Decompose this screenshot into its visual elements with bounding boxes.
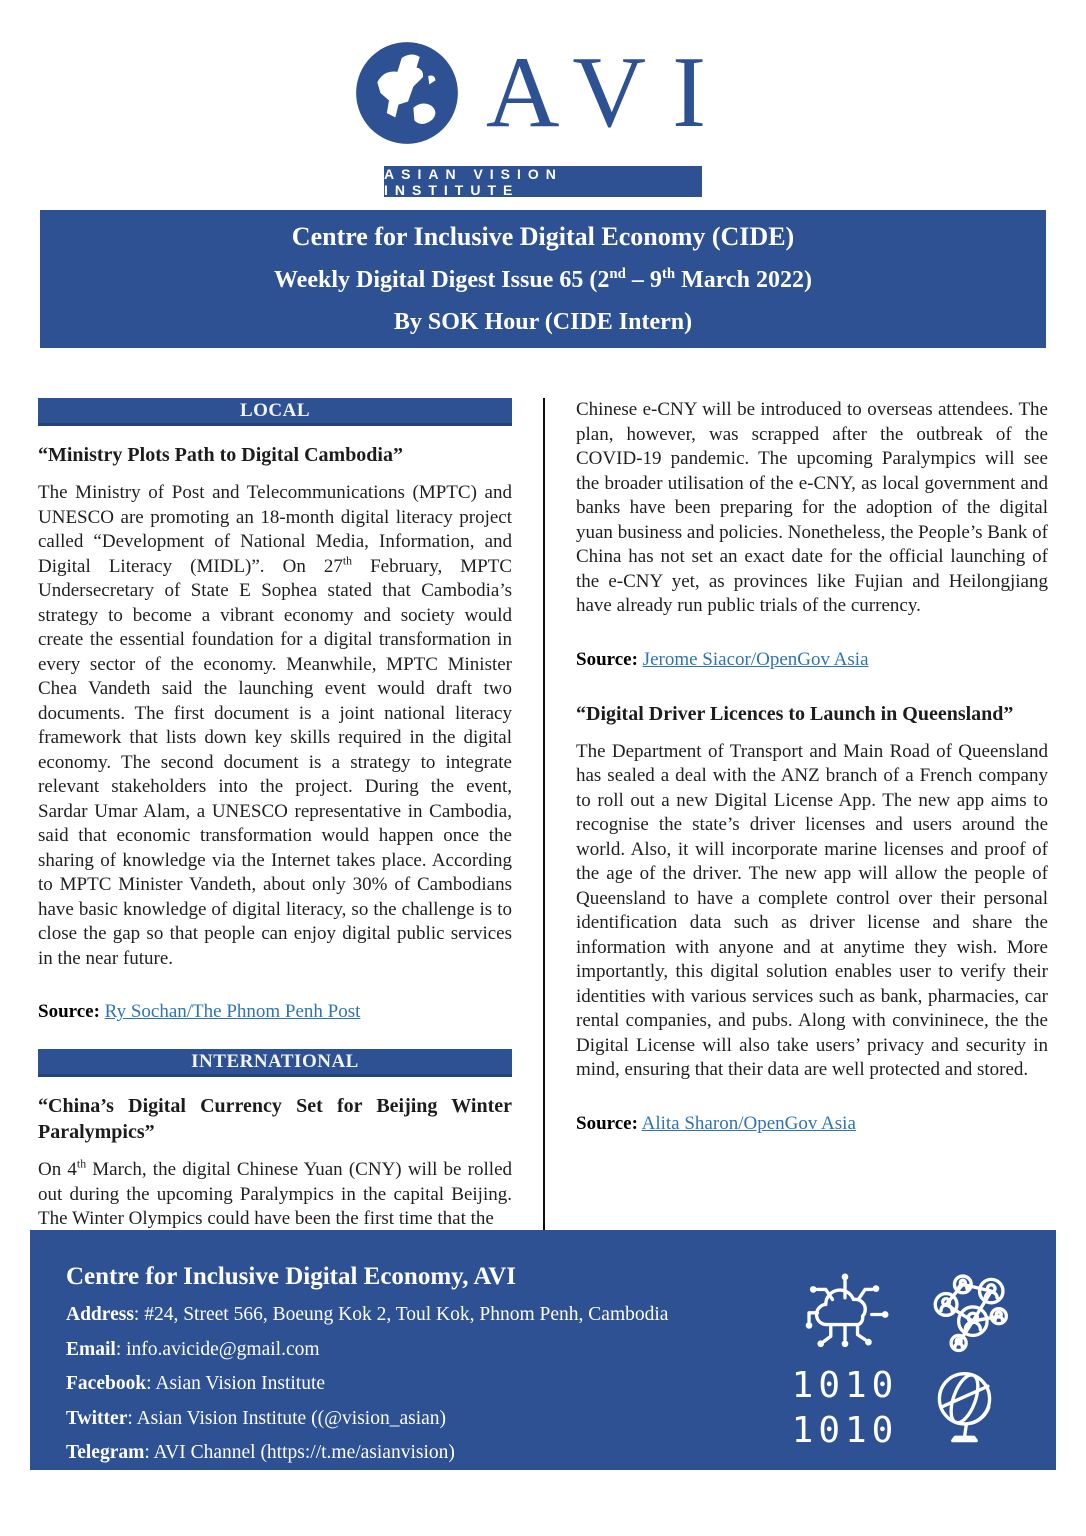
footer-title: Centre for Inclusive Digital Economy, AVI bbox=[66, 1263, 517, 1290]
paragraph-text: On 4 bbox=[38, 1159, 77, 1180]
body-columns bbox=[38, 398, 1048, 1232]
masthead-band bbox=[40, 210, 1046, 348]
footer-value: : #24, Street 566, Boeung Kok 2, Toul Kok, Phnom Penh, Cambodia bbox=[133, 1304, 669, 1325]
footer-label: Telegram bbox=[66, 1442, 145, 1463]
source-label: Source: bbox=[576, 1112, 638, 1134]
paragraph-text: March, the digital Chinese Yuan (CNY) will be rolled out during the upcoming Paralympics in the capital Beijing. The Winter Olympics could have been the first time that the bbox=[38, 1159, 512, 1229]
avi-logo-top bbox=[354, 28, 732, 158]
source-label: Source: bbox=[38, 1001, 100, 1022]
article-body-queensland: The Department of Transport and Main Road of Queensland has sealed a deal with the ANZ branch of a French company to roll out a new Digital License App. The new app aims to recognise the state’s driver licenses and users around the world. Also, it will incorporate marine licenses and proof of the age of the driver. The new app will allow the people of Queensland to have a complete control over their personal identification data such as driver license and share the information with anyone and at anytime they wish. More importantly, this digital solution enables user to verify their identities with various services such as bank, pharmacies, car rental companies, and pubs. Along with convininece, the the Digital License will also take users’ privacy and security in mind, ensuring that their data are well protected and stored. bbox=[576, 740, 1048, 1080]
paragraph-text: February, MPTC Undersecretary of State E Sophea stated that Cambodia’s strategy to become a vibrant economy and society would create the essential foundation for a digital transformation in every sector of the economy. Meanwhile, MPTC Minister Chea Vandeth said the launching event would draft two documents. The first document is a joint national literacy framework that lists down key skills required in the digital economy. The second document is a strategy to integrate relevant stakeholders into the project. During the event, Sardar Umar Alam, a UNESCO representative in Cambodia, said that economic transformation would happen once the sharing of knowledge via the Internet takes place. According to MPTC Minister Vandeth, about only 30% of Cambodians have basic knowledge of digital literacy, so the challenge is to close the gap so that people can enjoy digital public services in the near future. bbox=[38, 555, 512, 969]
footer-value: : Asian Vision Institute ((@vision_asian) bbox=[127, 1407, 447, 1429]
issue-text: March 2022) bbox=[675, 267, 812, 293]
footer-label: Facebook bbox=[66, 1373, 147, 1394]
footer-value: : Asian Vision Institute bbox=[146, 1373, 326, 1394]
article-body-cambodia bbox=[38, 481, 512, 971]
column-divider bbox=[543, 398, 545, 1232]
source-link-opengov-alita[interactable]: Alita Sharon/OpenGov Asia bbox=[641, 1112, 856, 1134]
masthead-byline: By SOK Hour (CIDE Intern) bbox=[393, 309, 693, 335]
binary-line: 1010 bbox=[791, 1365, 899, 1406]
cloud-network-icon bbox=[799, 1266, 891, 1358]
article-title-china: “China’s Digital Currency Set for Beijing Winter Paralympics” bbox=[38, 1095, 512, 1143]
source-link-opengov-jerome[interactable]: Jerome Siacor/OpenGov Asia bbox=[642, 648, 869, 670]
article-title-queensland: “Digital Driver Licences to Launch in Queensland” bbox=[576, 702, 1014, 725]
footer-icon-grid bbox=[784, 1260, 1028, 1470]
masthead-issue-line bbox=[274, 267, 812, 294]
source-label: Source: bbox=[576, 648, 638, 670]
source-link-phnom-penh-post[interactable]: Ry Sochan/The Phnom Penh Post bbox=[104, 1001, 361, 1022]
globe-logo-icon bbox=[354, 40, 460, 146]
footer-line-telegram bbox=[66, 1436, 784, 1471]
superscript-th: th bbox=[342, 554, 353, 568]
footer-line-email bbox=[66, 1333, 784, 1368]
right-column bbox=[576, 398, 1048, 1232]
footer-line-facebook bbox=[66, 1367, 784, 1402]
issue-text: – 9 bbox=[625, 267, 662, 293]
footer-value: : info.avicide@gmail.com bbox=[115, 1338, 320, 1360]
footer-value: : AVI Channel (https://t.me/asianvision) bbox=[144, 1442, 455, 1463]
issue-sup-th: th bbox=[661, 266, 676, 282]
footer-band bbox=[30, 1230, 1056, 1470]
people-network-icon bbox=[921, 1266, 1013, 1358]
issue-sup-nd: nd bbox=[609, 266, 626, 282]
footer-line-twitter bbox=[66, 1402, 784, 1437]
avi-logo bbox=[0, 0, 1086, 197]
footer-line-address bbox=[66, 1298, 784, 1333]
paragraph-text: The Ministry of Post and Telecommunications (MPTC) and UNESCO are promoting an 18-month digital literacy project called “Development of National Media, Information, and Digital Literacy (MIDL)”. On 27 bbox=[38, 482, 512, 577]
article-body-china-start bbox=[38, 1158, 512, 1232]
source-line-queensland bbox=[576, 1113, 1048, 1135]
superscript-th: th bbox=[76, 1157, 87, 1171]
section-header-local: LOCAL bbox=[38, 398, 512, 426]
footer-label: Address bbox=[66, 1304, 134, 1325]
binary-code-icon bbox=[792, 1363, 899, 1453]
footer-label: Email bbox=[66, 1338, 116, 1360]
article-title-cambodia: “Ministry Plots Path to Digital Cambodia” bbox=[38, 444, 403, 466]
footer-label: Twitter bbox=[66, 1407, 128, 1429]
section-header-international: INTERNATIONAL bbox=[38, 1049, 512, 1077]
logo-banner: ASIAN VISION INSTITUTE bbox=[384, 166, 702, 197]
source-line-cambodia bbox=[38, 1001, 512, 1023]
issue-text: Weekly Digital Digest Issue 65 (2 bbox=[274, 267, 610, 293]
footer-contact-block bbox=[66, 1260, 784, 1470]
logo-acronym: AVI bbox=[485, 36, 733, 149]
left-column bbox=[38, 398, 512, 1232]
desk-globe-icon bbox=[921, 1362, 1013, 1454]
source-line-china bbox=[576, 649, 1048, 671]
article-body-china-continued: Chinese e-CNY will be introduced to overseas attendees. The plan, however, was scrapped after the outbreak of the COVID-19 pandemic. The upcoming Paralympics will see the broader utilisation of the e-CNY, as local government and banks have been preparing for the adoption of the digital yuan business and policies. Nonetheless, the People’s Bank of China has not set an exact date for the official launching of the e-CNY yet, as provinces like Fujian and Heilongjiang have already run public trials of the currency. bbox=[576, 399, 1048, 616]
masthead-centre-name: Centre for Inclusive Digital Economy (CIDE) bbox=[291, 222, 795, 251]
binary-line: 1010 bbox=[791, 1410, 899, 1451]
